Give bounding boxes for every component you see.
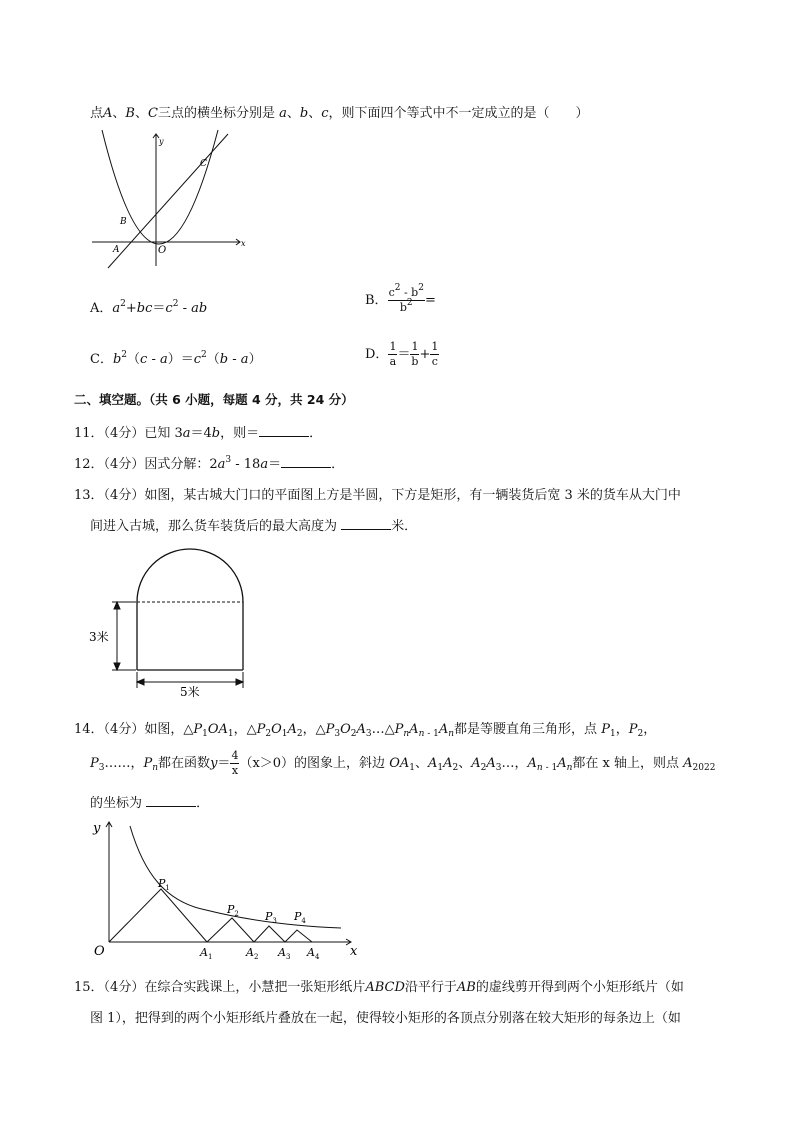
origin-label: O: [158, 245, 167, 256]
label-p2: $P_2$: [227, 903, 239, 918]
y-axis-label: y: [159, 137, 164, 146]
straight-line: [108, 134, 228, 268]
q10-option-b: B． $\frac{c^2 - b^2}{b^2}$ =: [365, 283, 436, 314]
q13-line2: 间进入古城，那么货车装货后的最大高度为 米．: [90, 519, 418, 534]
q13-line1: 13．（4分）如图，某古城大门口的平面图上方是半圆，下方是矩形，有一辆装货后宽 3 米的货车从大门中: [74, 488, 681, 503]
q12: 12．（4分）因式分解：$2a^3 - 18a=$ ．: [74, 455, 345, 472]
label-p3: $P_3$: [265, 910, 277, 925]
q12-answer-blank[interactable]: [281, 455, 331, 468]
label-p1: $P_1$: [158, 877, 170, 892]
label-a2: $A_2$: [246, 946, 259, 961]
q14-line2: $P_3\dots\dots$，$P_n$都在函数y＝ $\frac{4}{x}$ （x＞0）的图象上，斜边 $OA_1$、$A_1A_2$、$A_2A_3\dots$，$A_{n - 1}A_n$都在 x 轴上，则点 $A_{2022}$: [90, 749, 716, 777]
point-a-label: A: [113, 245, 120, 255]
q13-answer-blank[interactable]: [341, 517, 391, 530]
q14-answer-blank[interactable]: [146, 794, 196, 807]
q11-answer-blank[interactable]: [259, 424, 309, 437]
label-a3: $A_3$: [278, 946, 291, 961]
triangle-3: [254, 926, 285, 942]
q10-option-a: A．$a^2+bc=c^2$ - ab: [90, 299, 208, 316]
q11: 11．（4分）已知 3a＝4b，则＝ ．: [74, 426, 323, 441]
section-title: 二、填空题。（共 6 小题，每题 4 分，共 24 分）: [74, 392, 354, 407]
q15-line1: 15．（4分）在综合实践课上，小慧把一张矩形纸片ABCD沿平行于AB的虚线剪开得到两个小矩形纸片（如: [74, 980, 684, 995]
semicircle-arc: [137, 549, 243, 602]
label-a1: $A_1$: [200, 946, 213, 961]
width-label: 5米: [180, 685, 200, 698]
height-arrow-down: [114, 663, 120, 670]
point-c-label: C: [200, 159, 207, 169]
origin-label: O: [94, 944, 105, 959]
triangle-2: [207, 918, 254, 942]
width-arrow-right: [236, 679, 243, 685]
label-p4: $P_4$: [294, 910, 306, 925]
q15-line2: 图 1），把得到的两个小矩形纸片叠放在一起，使得较小矩形的各顶点分别落在较大矩形的每条边上（如: [90, 1011, 681, 1026]
q10-stem: 点A、B、C三点的横坐标分别是 a、b、c，则下面四个等式中不一定成立的是（ ）: [90, 106, 589, 121]
q14-line1: 14．（4分）如图，$\triangle P_1OA_1$，$\triangle P_2O_1A_2$，$\triangle P_3O_2A_3\dots\triangle P_nA_{n - 1}A_n$都是等腰直角三角形，点 $P_1$，$P_2$，: [74, 722, 657, 739]
point-b-label: B: [120, 217, 127, 227]
q10-option-c: C．$b^2(c - a)=c^2(b - a)$: [90, 350, 262, 367]
q14-line3: 的坐标为 ．: [90, 796, 210, 811]
q13-gate-figure: [86, 546, 256, 698]
q10-option-d: D． $\frac{1}{a}$ ＝ $\frac{1}{b}$ + $\frac{1}{c}$: [365, 340, 439, 368]
height-arrow-up: [114, 602, 120, 609]
x-axis-label: x: [350, 944, 358, 959]
x-axis-label: x: [241, 239, 246, 248]
q14-triangles-figure: [86, 814, 366, 964]
label-a4: $A_4$: [307, 946, 320, 961]
triangle-1: [109, 889, 207, 942]
q10-parabola-figure: [88, 128, 248, 270]
width-arrow-left: [137, 679, 144, 685]
triangle-4: [285, 930, 312, 942]
height-label: 3米: [89, 630, 109, 644]
y-axis-label: y: [93, 821, 101, 836]
